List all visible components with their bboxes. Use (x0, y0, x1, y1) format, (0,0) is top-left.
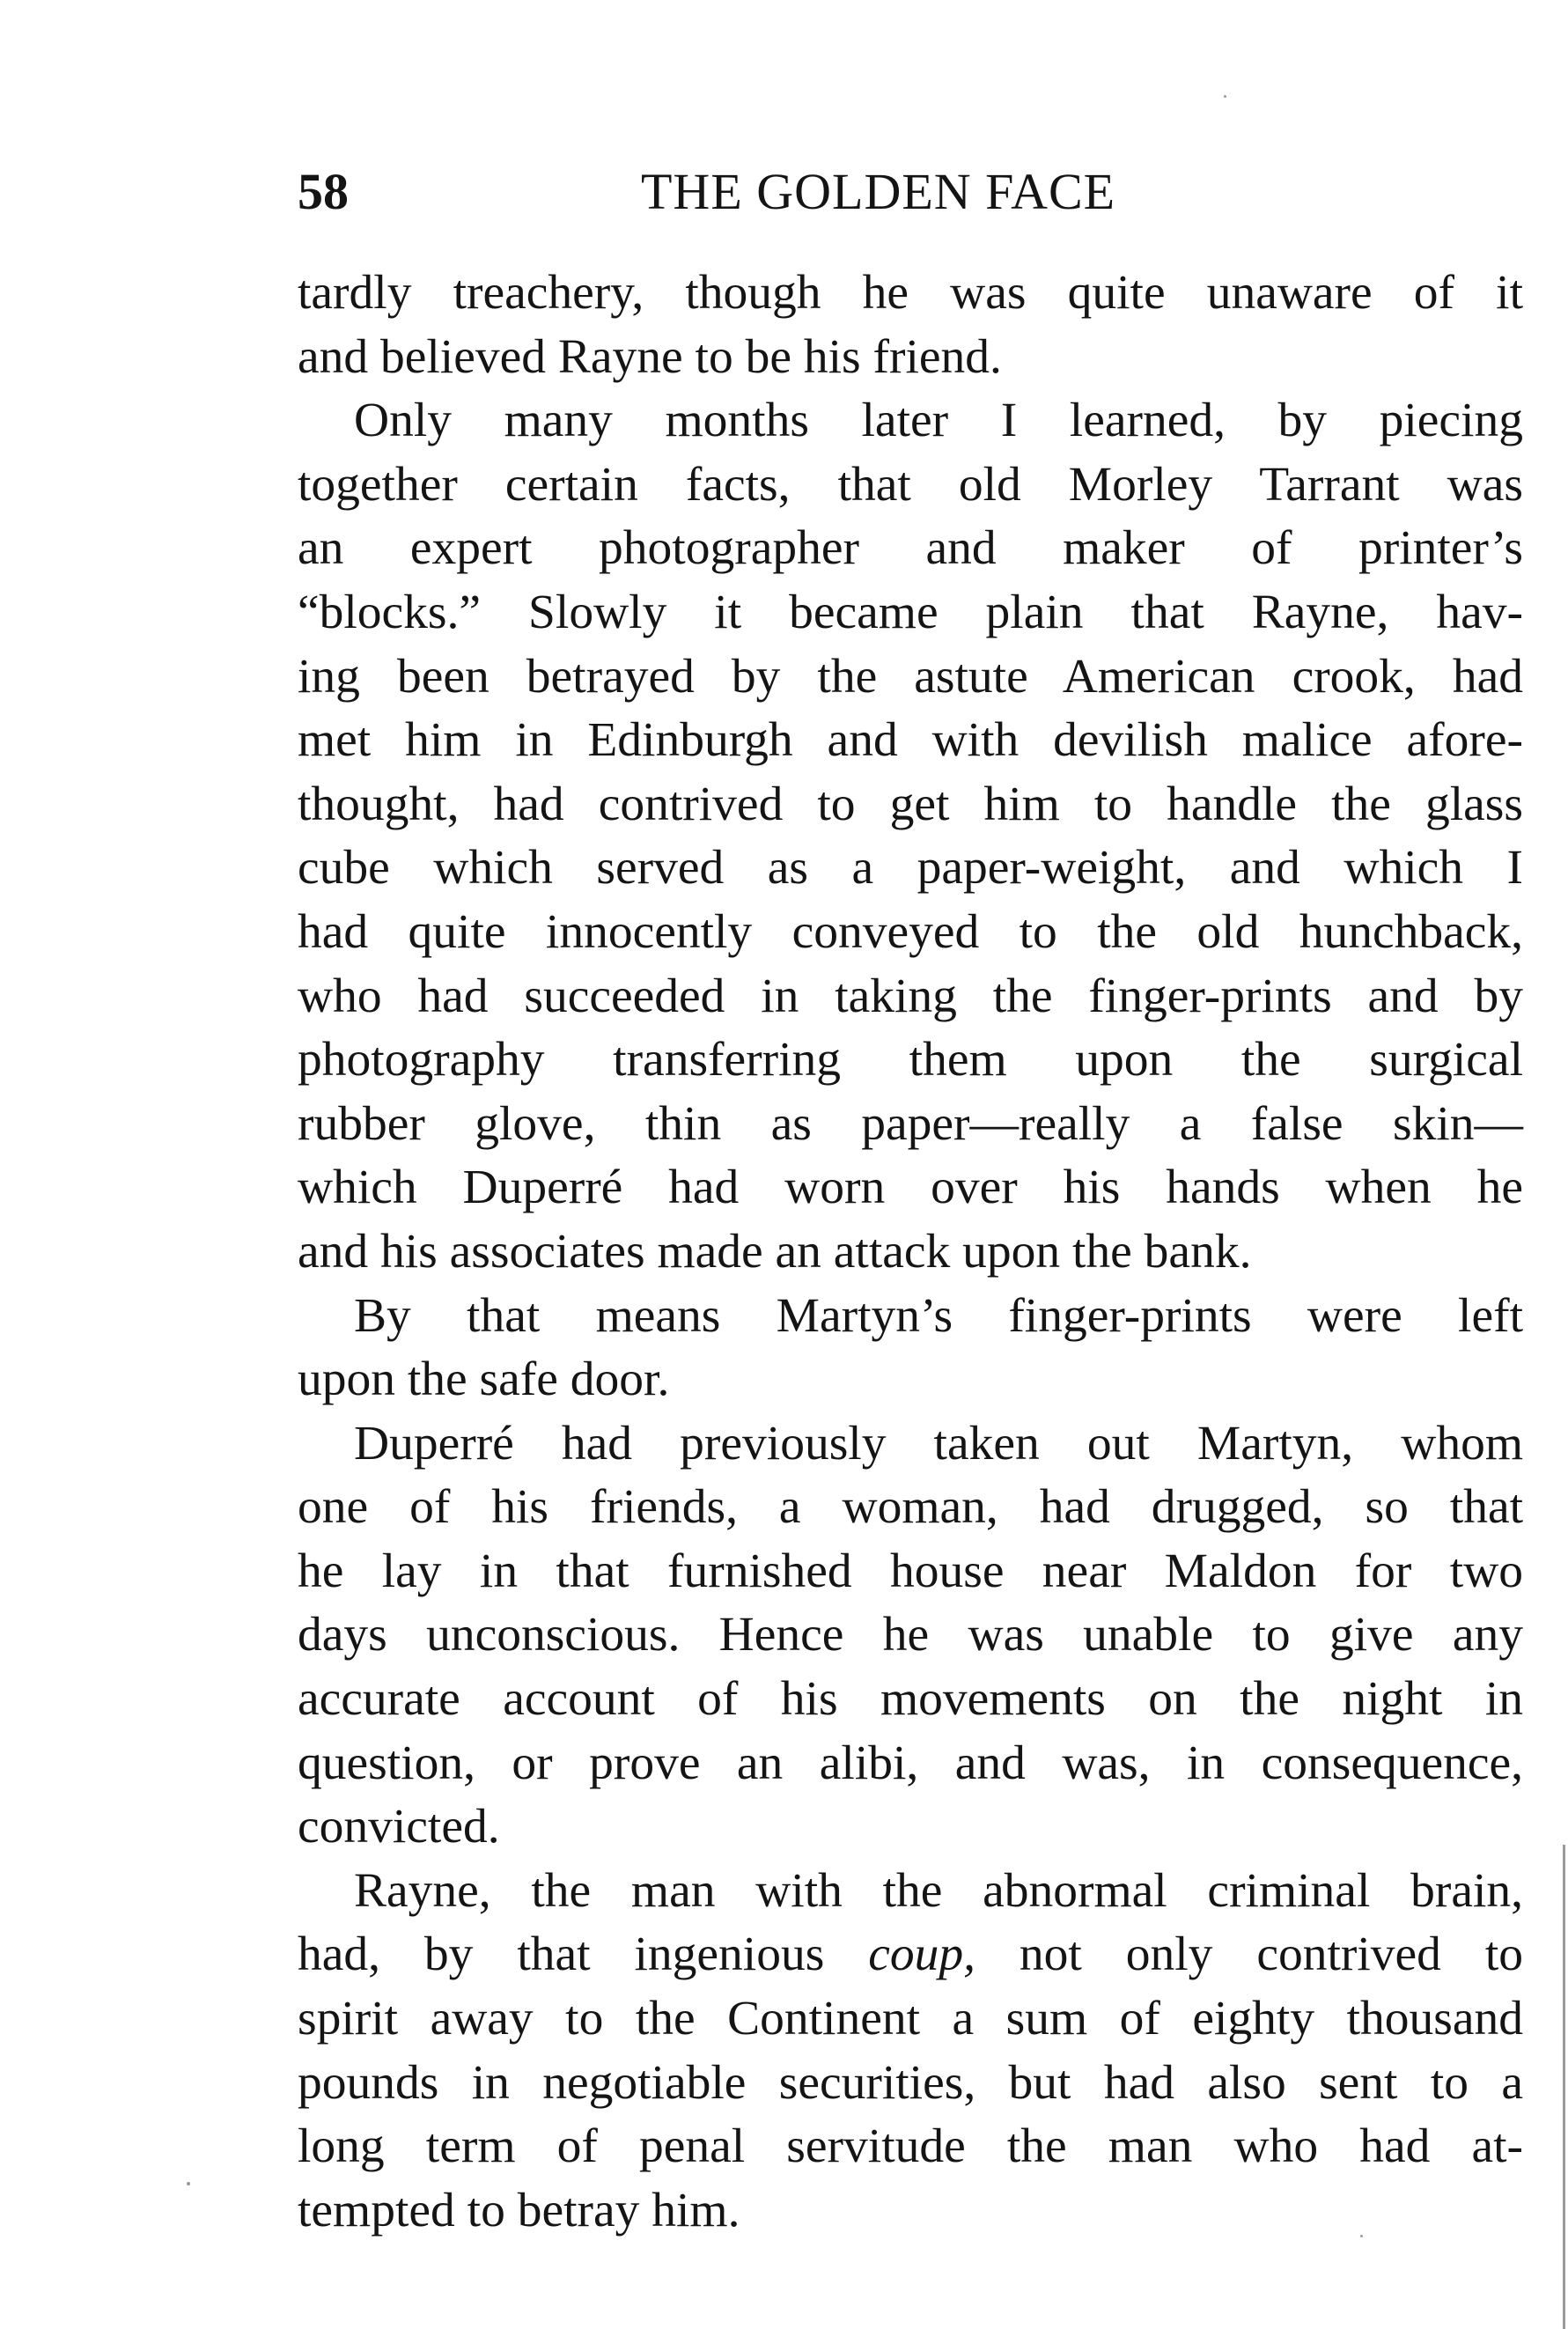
text-line-with-italic (298, 1923, 1523, 1987)
page-number: 58 (298, 163, 349, 220)
text-line: tempted to betray him. (298, 2183, 740, 2237)
text-line: and his associates made an attack upon the bank. (298, 1224, 1252, 1279)
text-line: together certain facts, that old Morley Tarrant was (298, 457, 1523, 512)
text-line: rubber glove, thin as paper—really a false skin— (298, 1096, 1523, 1151)
text-line: “blocks.” Slowly it became plain that Rayne, hav- (298, 585, 1523, 639)
text-line: convicted. (298, 1800, 500, 1854)
text-line: cube which served as a paper-weight, and which I (298, 841, 1523, 895)
text-line: accurate account of his movements on the night in (298, 1672, 1523, 1727)
running-title: THE GOLDEN FACE (641, 163, 1116, 220)
text-line: thought, had contrived to get him to handle the glass (298, 777, 1523, 831)
paragraph-4 (298, 1412, 1523, 1860)
text-line: Rayne, the man with the abnormal criminal brain, (354, 1863, 1523, 1918)
text-line: which Duperré had worn over his hands when he (298, 1161, 1523, 1215)
text-line: who had succeeded in taking the finger-prints and by (298, 969, 1523, 1023)
text-line: an expert photographer and maker of printer’s (298, 521, 1523, 576)
paragraph-5 (298, 1860, 1523, 2244)
paragraph-2 (298, 389, 1523, 1284)
text-line: tardly treachery, though he was quite unaware of it (298, 266, 1523, 320)
text-fragment: not only contrived to (975, 1927, 1523, 1982)
text-line: photography transferring them upon the surgical (298, 1033, 1523, 1087)
scan-speck (1224, 95, 1226, 98)
text-line: and believed Rayne to be his friend. (298, 329, 1002, 384)
text-line: had quite innocently conveyed to the old hunchback, (298, 904, 1523, 959)
paragraph-1 (298, 262, 1523, 389)
scan-speck (187, 2182, 190, 2185)
italic-word: coup, (868, 1927, 975, 1982)
text-line: question, or prove an alibi, and was, in consequence, (298, 1736, 1523, 1790)
text-line: By that means Martyn’s finger-prints were left (354, 1288, 1523, 1343)
text-line: he lay in that furnished house near Maldon for two (298, 1544, 1523, 1598)
text-line: days unconscious. Hence he was unable to give any (298, 1608, 1523, 1662)
paragraph-3 (298, 1285, 1523, 1412)
text-line: spirit away to the Continent a sum of eighty thousand (298, 1992, 1523, 2046)
text-line: Only many months later I learned, by piecing (354, 394, 1523, 448)
body-text (298, 262, 1523, 2243)
scan-speck (1360, 2235, 1363, 2237)
text-fragment: had, by that ingenious (298, 1927, 869, 1982)
text-line: pounds in negotiable securities, but had also sent to a (298, 2055, 1523, 2110)
scan-edge-line (1563, 1845, 1565, 2329)
text-line: ing been betrayed by the astute American crook, had (298, 649, 1523, 704)
text-line: Duperré had previously taken out Martyn, whom (354, 1416, 1523, 1470)
running-head (298, 157, 1523, 227)
text-line: one of his friends, a woman, had drugged, so that (298, 1480, 1523, 1535)
text-line: upon the safe door. (298, 1352, 670, 1407)
text-line: long term of penal servitude the man who had at- (298, 2119, 1523, 2174)
text-line: met him in Edinburgh and with devilish malice afore- (298, 713, 1523, 768)
